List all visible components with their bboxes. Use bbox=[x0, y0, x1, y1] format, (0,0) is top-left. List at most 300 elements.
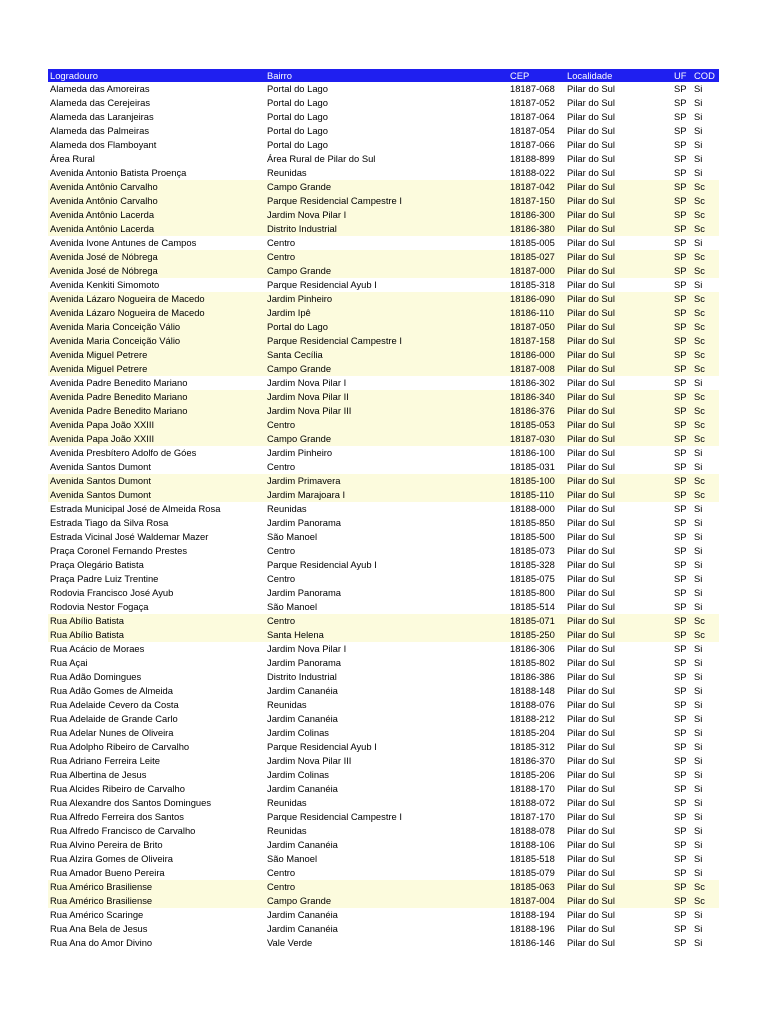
cell-bairro: Jardim Colinas bbox=[267, 727, 329, 738]
cell-cod: Si bbox=[694, 517, 703, 528]
table-row bbox=[48, 306, 719, 320]
cell-bairro: Reunidas bbox=[267, 825, 307, 836]
cell-uf: SP bbox=[674, 83, 687, 94]
cell-uf: SP bbox=[674, 713, 687, 724]
table-row bbox=[48, 250, 719, 264]
cell-localidade: Pilar do Sul bbox=[567, 139, 615, 150]
table-row bbox=[48, 404, 719, 418]
cell-cep: 18187-030 bbox=[510, 433, 555, 444]
cell-bairro: Centro bbox=[267, 545, 296, 556]
cell-bairro: Campo Grande bbox=[267, 363, 332, 374]
cell-bairro: São Manoel bbox=[267, 853, 318, 864]
cell-cod: Si bbox=[694, 587, 703, 598]
cell-uf: SP bbox=[674, 307, 687, 318]
cell-uf: SP bbox=[674, 741, 687, 752]
cell-localidade: Pilar do Sul bbox=[567, 741, 615, 752]
cell-bairro: Portal do Lago bbox=[267, 83, 328, 94]
table-body bbox=[48, 82, 719, 950]
cell-cep: 18188-022 bbox=[510, 167, 555, 178]
cell-bairro: Centro bbox=[267, 237, 296, 248]
table-row bbox=[48, 488, 719, 502]
cell-localidade: Pilar do Sul bbox=[567, 265, 615, 276]
table-row bbox=[48, 544, 719, 558]
cell-bairro: Centro bbox=[267, 881, 296, 892]
cell-logradouro: Rodovia Francisco José Ayub bbox=[50, 587, 174, 598]
cell-logradouro: Praça Olegário Batista bbox=[50, 559, 144, 570]
cell-bairro: Jardim Nova Pilar III bbox=[267, 405, 352, 416]
cell-localidade: Pilar do Sul bbox=[567, 839, 615, 850]
cell-bairro: Jardim Marajoara I bbox=[267, 489, 346, 500]
cell-localidade: Pilar do Sul bbox=[567, 489, 615, 500]
cell-localidade: Pilar do Sul bbox=[567, 475, 615, 486]
cell-cod: Si bbox=[694, 237, 703, 248]
cell-cod: Sc bbox=[694, 433, 705, 444]
cell-localidade: Pilar do Sul bbox=[567, 825, 615, 836]
cell-uf: SP bbox=[674, 321, 687, 332]
cell-bairro: Reunidas bbox=[267, 167, 307, 178]
cell-cep: 18185-005 bbox=[510, 237, 555, 248]
cell-localidade: Pilar do Sul bbox=[567, 615, 615, 626]
cell-bairro: Parque Residencial Campestre I bbox=[267, 195, 402, 206]
cell-cod: Si bbox=[694, 153, 703, 164]
cell-bairro: Jardim Panorama bbox=[267, 587, 341, 598]
cell-uf: SP bbox=[674, 349, 687, 360]
cell-logradouro: Rua Açai bbox=[50, 657, 88, 668]
cell-bairro: Reunidas bbox=[267, 797, 307, 808]
cell-logradouro: Avenida Presbítero Adolfo de Góes bbox=[50, 447, 197, 458]
cell-localidade: Pilar do Sul bbox=[567, 335, 615, 346]
cell-cod: Sc bbox=[694, 251, 705, 262]
cell-cep: 18185-518 bbox=[510, 853, 555, 864]
cell-bairro: Parque Residencial Campestre I bbox=[267, 811, 402, 822]
cell-cod: Si bbox=[694, 811, 703, 822]
cell-bairro: Santa Cecília bbox=[267, 349, 323, 360]
cell-cep: 18186-306 bbox=[510, 643, 555, 654]
cell-localidade: Pilar do Sul bbox=[567, 321, 615, 332]
cell-logradouro: Rua Adelar Nunes de Oliveira bbox=[50, 727, 174, 738]
cell-logradouro: Rua Amador Bueno Pereira bbox=[50, 867, 165, 878]
cell-uf: SP bbox=[674, 517, 687, 528]
header-uf: UF bbox=[674, 70, 687, 81]
cell-logradouro: Rua Américo Brasiliense bbox=[50, 881, 153, 892]
cell-bairro: Parque Residencial Campestre I bbox=[267, 335, 402, 346]
cell-cep: 18188-078 bbox=[510, 825, 555, 836]
header-logradouro: Logradouro bbox=[50, 70, 98, 81]
cell-localidade: Pilar do Sul bbox=[567, 209, 615, 220]
cell-localidade: Pilar do Sul bbox=[567, 727, 615, 738]
cell-logradouro: Rua Américo Brasiliense bbox=[50, 895, 153, 906]
cell-bairro: Portal do Lago bbox=[267, 125, 328, 136]
cell-cep: 18186-100 bbox=[510, 447, 555, 458]
cell-bairro: Parque Residencial Ayub I bbox=[267, 559, 377, 570]
cell-localidade: Pilar do Sul bbox=[567, 923, 615, 934]
cell-logradouro: Alameda das Palmeiras bbox=[50, 125, 150, 136]
cell-bairro: Jardim Nova Pilar I bbox=[267, 643, 347, 654]
cell-bairro: Reunidas bbox=[267, 699, 307, 710]
cell-localidade: Pilar do Sul bbox=[567, 657, 615, 668]
cell-uf: SP bbox=[674, 447, 687, 458]
table-row bbox=[48, 110, 719, 124]
cell-uf: SP bbox=[674, 125, 687, 136]
cell-uf: SP bbox=[674, 923, 687, 934]
cell-uf: SP bbox=[674, 853, 687, 864]
cell-cep: 18187-066 bbox=[510, 139, 555, 150]
cell-cod: Si bbox=[694, 139, 703, 150]
cell-cep: 18188-170 bbox=[510, 783, 555, 794]
cell-localidade: Pilar do Sul bbox=[567, 293, 615, 304]
cell-logradouro: Rua Adão Domingues bbox=[50, 671, 142, 682]
cell-logradouro: Avenida Maria Conceição Válio bbox=[50, 335, 181, 346]
cell-cod: Sc bbox=[694, 223, 705, 234]
cell-localidade: Pilar do Sul bbox=[567, 251, 615, 262]
cell-cod: Sc bbox=[694, 181, 705, 192]
cell-logradouro: Estrada Tiago da Silva Rosa bbox=[50, 517, 169, 528]
cell-uf: SP bbox=[674, 111, 687, 122]
cell-bairro: Parque Residencial Ayub I bbox=[267, 279, 377, 290]
cell-uf: SP bbox=[674, 825, 687, 836]
table-row bbox=[48, 152, 719, 166]
cell-cod: Sc bbox=[694, 293, 705, 304]
cell-uf: SP bbox=[674, 475, 687, 486]
cell-cod: Si bbox=[694, 503, 703, 514]
table-row bbox=[48, 656, 719, 670]
cell-localidade: Pilar do Sul bbox=[567, 223, 615, 234]
cell-localidade: Pilar do Sul bbox=[567, 713, 615, 724]
cell-cep: 18186-386 bbox=[510, 671, 555, 682]
table-row bbox=[48, 852, 719, 866]
table-row bbox=[48, 432, 719, 446]
cell-bairro: Reunidas bbox=[267, 503, 307, 514]
table-row bbox=[48, 194, 719, 208]
cell-cod: Sc bbox=[694, 195, 705, 206]
cell-localidade: Pilar do Sul bbox=[567, 559, 615, 570]
cell-logradouro: Rua Alfredo Ferreira dos Santos bbox=[50, 811, 184, 822]
cell-logradouro: Rua Acácio de Moraes bbox=[50, 643, 145, 654]
cell-bairro: Jardim Pinheiro bbox=[267, 447, 333, 458]
cell-uf: SP bbox=[674, 237, 687, 248]
cell-cod: Si bbox=[694, 839, 703, 850]
cell-cep: 18186-340 bbox=[510, 391, 555, 402]
cell-cep: 18185-063 bbox=[510, 881, 555, 892]
cell-uf: SP bbox=[674, 839, 687, 850]
table-row bbox=[48, 208, 719, 222]
table-row bbox=[48, 782, 719, 796]
cell-logradouro: Avenida Antonio Batista Proença bbox=[50, 167, 187, 178]
cell-uf: SP bbox=[674, 937, 687, 948]
cell-logradouro: Estrada Vicinal José Waldemar Mazer bbox=[50, 531, 209, 542]
cell-cep: 18185-206 bbox=[510, 769, 555, 780]
table-row bbox=[48, 82, 719, 96]
cell-bairro: Jardim Nova Pilar I bbox=[267, 377, 347, 388]
table-row bbox=[48, 292, 719, 306]
cell-uf: SP bbox=[674, 293, 687, 304]
cell-cod: Sc bbox=[694, 615, 705, 626]
cell-cep: 18185-312 bbox=[510, 741, 555, 752]
cell-localidade: Pilar do Sul bbox=[567, 629, 615, 640]
cell-localidade: Pilar do Sul bbox=[567, 531, 615, 542]
cell-logradouro: Avenida Miguel Petrere bbox=[50, 349, 148, 360]
cell-localidade: Pilar do Sul bbox=[567, 587, 615, 598]
cell-logradouro: Avenida Maria Conceição Válio bbox=[50, 321, 181, 332]
cell-cep: 18188-072 bbox=[510, 797, 555, 808]
table-row bbox=[48, 754, 719, 768]
cell-bairro: São Manoel bbox=[267, 531, 318, 542]
cell-cod: Si bbox=[694, 755, 703, 766]
cell-uf: SP bbox=[674, 657, 687, 668]
cell-cep: 18186-090 bbox=[510, 293, 555, 304]
table-row bbox=[48, 558, 719, 572]
table-row bbox=[48, 726, 719, 740]
table-row bbox=[48, 684, 719, 698]
cell-bairro: Parque Residencial Ayub I bbox=[267, 741, 377, 752]
cell-cod: Sc bbox=[694, 265, 705, 276]
cell-bairro: Jardim Cananéia bbox=[267, 685, 338, 696]
cell-logradouro: Rua Adriano Ferreira Leite bbox=[50, 755, 160, 766]
cell-cod: Sc bbox=[694, 489, 705, 500]
cell-logradouro: Avenida Padre Benedito Mariano bbox=[50, 405, 188, 416]
table-row bbox=[48, 768, 719, 782]
cell-cod: Si bbox=[694, 167, 703, 178]
cell-cod: Sc bbox=[694, 895, 705, 906]
cell-cep: 18188-076 bbox=[510, 699, 555, 710]
table-row bbox=[48, 320, 719, 334]
cell-logradouro: Praça Coronel Fernando Prestes bbox=[50, 545, 188, 556]
cell-localidade: Pilar do Sul bbox=[567, 419, 615, 430]
cell-cod: Si bbox=[694, 559, 703, 570]
cell-logradouro: Avenida Lázaro Nogueira de Macedo bbox=[50, 293, 205, 304]
cell-logradouro: Avenida José de Nóbrega bbox=[50, 265, 158, 276]
cell-localidade: Pilar do Sul bbox=[567, 699, 615, 710]
table-row bbox=[48, 698, 719, 712]
cell-cep: 18186-302 bbox=[510, 377, 555, 388]
cell-uf: SP bbox=[674, 405, 687, 416]
cell-localidade: Pilar do Sul bbox=[567, 181, 615, 192]
cell-uf: SP bbox=[674, 391, 687, 402]
table-row bbox=[48, 796, 719, 810]
cell-bairro: Área Rural de Pilar do Sul bbox=[267, 153, 376, 164]
cell-bairro: Jardim Panorama bbox=[267, 657, 341, 668]
cell-cod: Sc bbox=[694, 209, 705, 220]
cell-localidade: Pilar do Sul bbox=[567, 503, 615, 514]
cell-uf: SP bbox=[674, 601, 687, 612]
cell-uf: SP bbox=[674, 209, 687, 220]
cell-cep: 18186-370 bbox=[510, 755, 555, 766]
cell-localidade: Pilar do Sul bbox=[567, 447, 615, 458]
cell-cod: Si bbox=[694, 797, 703, 808]
cell-cep: 18185-073 bbox=[510, 545, 555, 556]
cell-bairro: Portal do Lago bbox=[267, 97, 328, 108]
table-row bbox=[48, 166, 719, 180]
table-row bbox=[48, 628, 719, 642]
cell-cep: 18187-052 bbox=[510, 97, 555, 108]
cell-cod: Sc bbox=[694, 391, 705, 402]
cell-bairro: Centro bbox=[267, 461, 296, 472]
cell-cep: 18186-376 bbox=[510, 405, 555, 416]
cell-cod: Si bbox=[694, 727, 703, 738]
cell-uf: SP bbox=[674, 419, 687, 430]
cell-cep: 18185-204 bbox=[510, 727, 555, 738]
cell-cod: Sc bbox=[694, 321, 705, 332]
cell-cod: Si bbox=[694, 545, 703, 556]
cell-cep: 18185-800 bbox=[510, 587, 555, 598]
cell-uf: SP bbox=[674, 279, 687, 290]
cell-cep: 18188-106 bbox=[510, 839, 555, 850]
cell-logradouro: Avenida Lázaro Nogueira de Macedo bbox=[50, 307, 205, 318]
cell-localidade: Pilar do Sul bbox=[567, 391, 615, 402]
cell-logradouro: Rua Alexandre dos Santos Domingues bbox=[50, 797, 212, 808]
cell-localidade: Pilar do Sul bbox=[567, 461, 615, 472]
cell-logradouro: Rua Alfredo Francisco de Carvalho bbox=[50, 825, 196, 836]
cell-logradouro: Área Rural bbox=[50, 153, 95, 164]
cell-cod: Si bbox=[694, 825, 703, 836]
cell-bairro: Jardim Cananéia bbox=[267, 839, 338, 850]
cell-logradouro: Rua Ana Bela de Jesus bbox=[50, 923, 148, 934]
cell-bairro: Jardim Colinas bbox=[267, 769, 329, 780]
cell-logradouro: Alameda das Amoreiras bbox=[50, 83, 150, 94]
cell-cep: 18188-148 bbox=[510, 685, 555, 696]
cell-bairro: Jardim Panorama bbox=[267, 517, 341, 528]
cell-cod: Si bbox=[694, 713, 703, 724]
cell-cod: Si bbox=[694, 531, 703, 542]
cell-cod: Sc bbox=[694, 881, 705, 892]
cell-logradouro: Alameda dos Flamboyant bbox=[50, 139, 157, 150]
cell-cep: 18187-000 bbox=[510, 265, 555, 276]
cell-localidade: Pilar do Sul bbox=[567, 433, 615, 444]
cell-localidade: Pilar do Sul bbox=[567, 167, 615, 178]
cell-localidade: Pilar do Sul bbox=[567, 601, 615, 612]
cell-cod: Si bbox=[694, 783, 703, 794]
cell-cep: 18187-068 bbox=[510, 83, 555, 94]
table-row bbox=[48, 390, 719, 404]
cell-logradouro: Rua Abílio Batista bbox=[50, 629, 125, 640]
cell-cep: 18185-328 bbox=[510, 559, 555, 570]
cell-cod: Si bbox=[694, 461, 703, 472]
cell-cep: 18185-802 bbox=[510, 657, 555, 668]
cell-localidade: Pilar do Sul bbox=[567, 377, 615, 388]
cell-logradouro: Avenida Antônio Lacerda bbox=[50, 223, 155, 234]
cell-localidade: Pilar do Sul bbox=[567, 83, 615, 94]
cell-logradouro: Avenida Antônio Carvalho bbox=[50, 195, 158, 206]
cell-logradouro: Avenida Padre Benedito Mariano bbox=[50, 391, 188, 402]
cell-cep: 18185-079 bbox=[510, 867, 555, 878]
cell-localidade: Pilar do Sul bbox=[567, 643, 615, 654]
table-row bbox=[48, 908, 719, 922]
cell-cep: 18187-170 bbox=[510, 811, 555, 822]
cell-cep: 18185-250 bbox=[510, 629, 555, 640]
cell-localidade: Pilar do Sul bbox=[567, 867, 615, 878]
header-bairro: Bairro bbox=[267, 70, 293, 81]
cell-uf: SP bbox=[674, 909, 687, 920]
cell-uf: SP bbox=[674, 545, 687, 556]
table-row bbox=[48, 572, 719, 586]
cell-localidade: Pilar do Sul bbox=[567, 881, 615, 892]
cell-cep: 18185-027 bbox=[510, 251, 555, 262]
cell-logradouro: Rua Alvino Pereira de Brito bbox=[50, 839, 163, 850]
cell-cod: Si bbox=[694, 937, 703, 948]
cell-cod: Sc bbox=[694, 405, 705, 416]
table-header-row bbox=[48, 69, 719, 82]
cell-cod: Si bbox=[694, 125, 703, 136]
cell-uf: SP bbox=[674, 433, 687, 444]
cell-localidade: Pilar do Sul bbox=[567, 517, 615, 528]
table-row bbox=[48, 740, 719, 754]
cell-bairro: Santa Helena bbox=[267, 629, 324, 640]
header-cod: COD bbox=[694, 70, 715, 81]
cell-bairro: Portal do Lago bbox=[267, 321, 328, 332]
table-row bbox=[48, 712, 719, 726]
cell-cod: Si bbox=[694, 83, 703, 94]
table-row bbox=[48, 334, 719, 348]
table-row bbox=[48, 516, 719, 530]
cell-logradouro: Rua Adão Gomes de Almeida bbox=[50, 685, 173, 696]
table-row bbox=[48, 180, 719, 194]
table-row bbox=[48, 936, 719, 950]
cell-localidade: Pilar do Sul bbox=[567, 97, 615, 108]
cell-uf: SP bbox=[674, 783, 687, 794]
cell-localidade: Pilar do Sul bbox=[567, 895, 615, 906]
table-row bbox=[48, 96, 719, 110]
cell-cep: 18188-000 bbox=[510, 503, 555, 514]
cell-bairro: Campo Grande bbox=[267, 265, 332, 276]
cell-cod: Si bbox=[694, 769, 703, 780]
table-row bbox=[48, 376, 719, 390]
table-row bbox=[48, 880, 719, 894]
table-row bbox=[48, 460, 719, 474]
cell-cep: 18186-110 bbox=[510, 307, 555, 318]
cell-uf: SP bbox=[674, 335, 687, 346]
cell-bairro: Centro bbox=[267, 867, 296, 878]
cell-bairro: Jardim Ipê bbox=[267, 307, 311, 318]
table-row bbox=[48, 614, 719, 628]
cell-uf: SP bbox=[674, 139, 687, 150]
cell-logradouro: Avenida Padre Benedito Mariano bbox=[50, 377, 188, 388]
table-row bbox=[48, 642, 719, 656]
cell-localidade: Pilar do Sul bbox=[567, 783, 615, 794]
cell-uf: SP bbox=[674, 503, 687, 514]
cell-cod: Si bbox=[694, 111, 703, 122]
cell-localidade: Pilar do Sul bbox=[567, 797, 615, 808]
cell-bairro: Portal do Lago bbox=[267, 139, 328, 150]
cell-logradouro: Rodovia Nestor Fogaça bbox=[50, 601, 149, 612]
cell-localidade: Pilar do Sul bbox=[567, 349, 615, 360]
cell-uf: SP bbox=[674, 881, 687, 892]
table-row bbox=[48, 474, 719, 488]
cell-uf: SP bbox=[674, 727, 687, 738]
cell-uf: SP bbox=[674, 167, 687, 178]
cell-bairro: Campo Grande bbox=[267, 181, 332, 192]
cell-logradouro: Alameda das Laranjeiras bbox=[50, 111, 154, 122]
cell-logradouro: Rua Adelaide Cevero da Costa bbox=[50, 699, 179, 710]
cell-cod: Si bbox=[694, 853, 703, 864]
cell-cod: Si bbox=[694, 643, 703, 654]
cell-uf: SP bbox=[674, 755, 687, 766]
cell-logradouro: Avenida Antônio Carvalho bbox=[50, 181, 158, 192]
cell-cod: Si bbox=[694, 741, 703, 752]
cell-cep: 18185-071 bbox=[510, 615, 555, 626]
cell-bairro: Jardim Cananéia bbox=[267, 923, 338, 934]
cell-localidade: Pilar do Sul bbox=[567, 671, 615, 682]
cell-cod: Si bbox=[694, 909, 703, 920]
table-row bbox=[48, 586, 719, 600]
cell-cod: Si bbox=[694, 685, 703, 696]
cell-cep: 18185-318 bbox=[510, 279, 555, 290]
cell-bairro: Campo Grande bbox=[267, 433, 332, 444]
cell-localidade: Pilar do Sul bbox=[567, 811, 615, 822]
cell-cod: Si bbox=[694, 699, 703, 710]
cell-localidade: Pilar do Sul bbox=[567, 125, 615, 136]
cell-cep: 18185-031 bbox=[510, 461, 555, 472]
cell-cep: 18187-054 bbox=[510, 125, 555, 136]
